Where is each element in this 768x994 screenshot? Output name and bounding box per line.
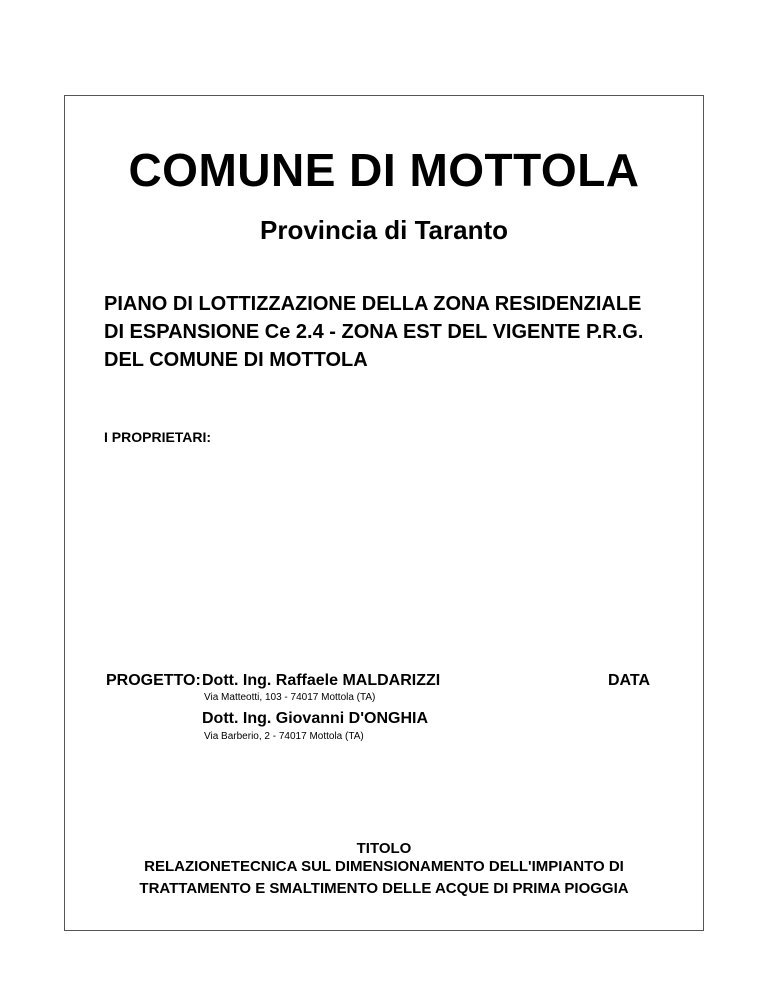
municipality-title: COMUNE DI MOTTOLA — [128, 144, 640, 196]
project-title-line: PIANO DI LOTTIZZAZIONE DELLA ZONA RESIDENZIALE — [104, 293, 642, 315]
project-title — [104, 290, 643, 374]
engineer-name: Dott. Ing. Giovanni D'ONGHIA — [202, 710, 429, 727]
document-title-line: TRATTAMENTO E SMALTIMENTO DELLE ACQUE DI PRIMA PIOGGIA — [139, 880, 629, 897]
document-title-line: RELAZIONETECNICA SUL DIMENSIONAMENTO DELL'IMPIANTO DI — [144, 858, 624, 875]
date-label: DATA — [608, 672, 651, 689]
project-title-line: DI ESPANSIONE Ce 2.4 - ZONA EST DEL VIGENTE P.R.G. — [104, 321, 644, 343]
engineer-address: Via Matteotti, 103 - 74017 Mottola (TA) — [204, 692, 376, 703]
owners-label: I PROPRIETARI: — [104, 429, 212, 445]
design-label: PROGETTO: — [106, 672, 201, 689]
province-subtitle: Provincia di Taranto — [259, 215, 508, 245]
engineer-address: Via Barberio, 2 - 74017 Mottola (TA) — [204, 731, 364, 742]
document-title-label: TITOLO — [356, 840, 412, 857]
engineer-name: Dott. Ing. Raffaele MALDARIZZI — [202, 672, 441, 689]
document-title — [0, 856, 768, 900]
project-title-line: DEL COMUNE DI MOTTOLA — [104, 349, 368, 371]
